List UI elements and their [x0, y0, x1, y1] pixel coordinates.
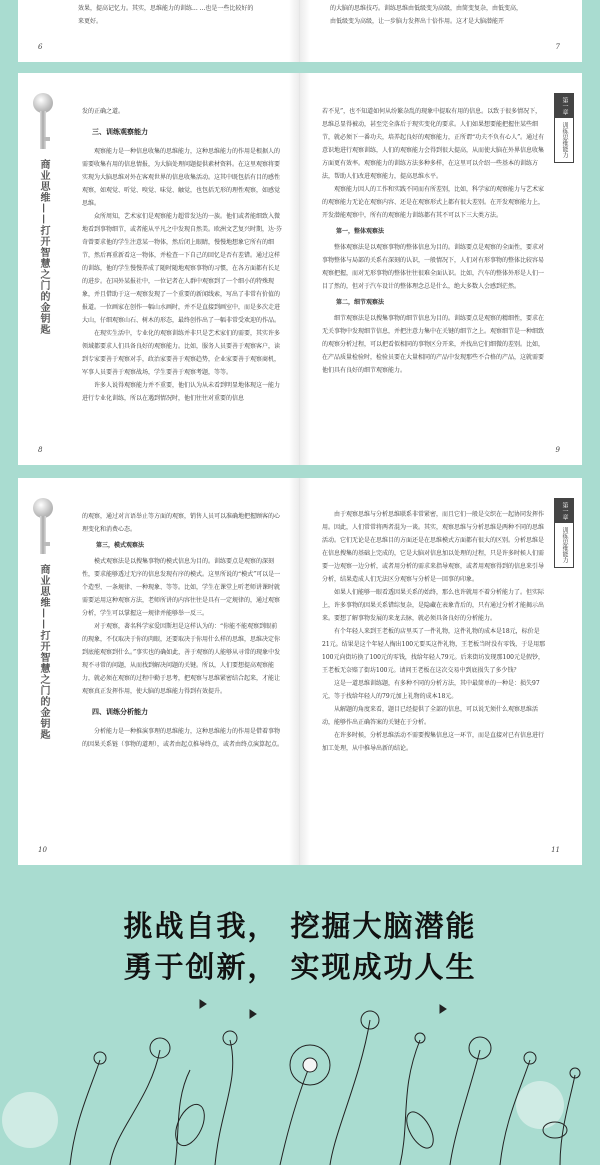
paragraph: 如果人们能够一眼看透因果关系的始终，那么也许就用不着分析能力了。但实际上，许多事物的因果关系错综复杂，是隐藏在表象背后的，只有通过分析才能揭示出来。要想了解事物发展的来龙去脉，就必须具备良好的分析能力。 [322, 589, 545, 622]
petal-icon [440, 1005, 446, 1013]
pale-flower-icon [2, 1092, 58, 1148]
bud-icon [524, 1052, 536, 1064]
page-right [300, 0, 582, 62]
flower-stem [70, 1060, 100, 1165]
leaf-icon [170, 1100, 210, 1150]
bud-icon [223, 1031, 237, 1045]
page-number: 6 [38, 43, 43, 51]
paragraph: 在现实生活中，专业化的观察训练并非只是艺术家们的需要，其实许多领域都要求人们具备良好的观察能力。比如，服务人员要善于观察客户，读到专家要善于观察对手，政治家要善于观察趋势，企业家要善于观察商机，军事人员要善于观察战场，学生要善于观察考题，等等。 [82, 330, 281, 376]
side-decoration [30, 498, 56, 740]
paragraph: 模式观察法是以搜集事物的模式信息为目的。训练要点是观察的深刻性，要求能够透过无序的信息发现有序的模式。这里所说的“模式”可以是一个造型、一条规律、一种现象、等等。比如，学生在课堂上听老师讲课时就需要运用这种观察方法，老师所讲的内容往往是具有一定规律的，通过观察分析，学生可以掌握这一规律并能够举一反三。 [82, 558, 281, 617]
paragraph: 观察能力是一种信息收集的思维能力，这种思维能力的作用是根据人的需要收集有用的信息情报，为大脑处理问题提供素材资料。在这里观察将要实现为大脑思维对外在客观世界的信息收集活动。这其中既包括有目的感性观察，如观觉、听觉、嗅觉、味觉、触觉，也包括无形的理性观察，如感觉思维。 [82, 148, 281, 207]
paragraph: 许多人说得观察能力并不重要，他们认为从未看到明显地体现这一能力进行专业化训练，所以在遇到情况时，他们往往对重要的信息 [82, 382, 281, 402]
section-heading: 三、训练观察能力 [92, 128, 148, 136]
text-line: 来更好。 [78, 18, 103, 25]
text-line: 由低级变为高级，让一步脑力发挥出十倍作用。这才是大脑潜能开 [330, 18, 505, 25]
flower-stem [175, 1070, 190, 1165]
book-side-title: 商业思维——打开智慧之门的金钥匙 [38, 564, 49, 740]
flower-head-icon [150, 1038, 170, 1058]
paragraph: 从解题的角度来看，题目已经提供了全部的信息，可以说无须什么观察思维活动，能够作出正确答案的关键在于分析。 [322, 706, 539, 726]
text-line: 效果，提高记忆力。其实，思维能力的训练... ...也是一些比较好的 [78, 5, 254, 12]
page-left [18, 73, 300, 465]
page-number: 8 [38, 446, 43, 454]
paragraph: 众所周知，艺术家们是观察能力超常发达的一族。他们或者能细致入微地看到事物细节，或者能从平凡之中发现自然美。欧洲文艺复兴时期，达·芬奇曾要求他的学生注意某一物体，然后闭上眼睛，慢慢地想象它所有的细节，然后再重新看这一物体，并检查一下自己的回忆是否有差错。通过这样的训练，他的学生慢慢养成了随时随地观察事物的习惯，在各方面都有长足的进步。在国外某报社中，一位记者在人群中观察到了一个细小的特殊现象，并且借助于这一观察发现了一个重要的新闻线索，写出了非常有价值的报道。一位画家在创作一幅山水画时，并不是直接到画室中，而是多次走进大山，仔细观察山石、树木的形态，最终创作出了一幅非常受欢迎的作品。 [82, 213, 282, 324]
paragraph: 发的正确之道。 [82, 108, 125, 115]
book-side-title: 商业思维——打开智慧之门的金钥匙 [38, 159, 49, 335]
flower-stem [110, 1050, 160, 1165]
chapter-number: 第一章 [555, 499, 573, 523]
subheading: 第一，整体观察法 [336, 228, 385, 235]
chapter-title: 训练思维能力 [561, 527, 568, 563]
chapter-tab [554, 498, 574, 568]
page-right [300, 478, 582, 865]
page-number: 7 [555, 43, 560, 51]
chapter-title: 训练思维能力 [561, 122, 568, 158]
leaf-icon [401, 1108, 438, 1153]
book-spread-top [18, 0, 582, 62]
slogan-line-2: 勇于创新， 实现成功人生 [123, 950, 477, 984]
section-heading: 四、训练分析能力 [92, 708, 148, 716]
key-icon [30, 93, 56, 153]
chapter-tab [554, 93, 574, 163]
page-number: 9 [555, 446, 560, 454]
paragraph: 细节观察法是以搜集事物的细节信息为目的。训练要点是观察的精细性，要求在无关事物中发现细节信息，并把注意力集中在关键的细节之上。观察细节是一种细致的观察分析过程，可以把看似相同的事物区分开来，并找出它们细微的差别。比如，在产品质量检验时，检验员要在大量相同的产品中发现那些不合格的产品，这就需要他们具有良好的细节观察能力。 [322, 315, 545, 374]
subheading: 第二，细节观察法 [336, 299, 385, 306]
page-number: 10 [38, 846, 47, 854]
book-spread-1 [18, 73, 582, 465]
flower-stem [280, 1065, 310, 1165]
subheading: 第三，模式观察法 [96, 542, 145, 549]
slogan-line-1: 挑战自我， 挖掘大脑潜能 [123, 909, 477, 943]
chapter-number: 第一章 [555, 94, 573, 118]
book-spread-2 [18, 478, 582, 865]
flower-stem [400, 1040, 420, 1165]
flower-illustration [0, 980, 600, 1165]
paragraph: 有个年轻人来到王老板的店里买了一件礼物，这件礼物的成本是18元，标价是21元。结果是这个年轻人掏出100元要买这件礼物，王老板当时没有零钱，于是用那100元向街坊换了100元的零钱，找给年轻人79元。后来街坊发现那100元是假钞，王老板无奈赔了街坊100元。请问王老板在这次交易中到底损失了多少钱？ [322, 628, 546, 674]
key-icon [30, 498, 56, 558]
text-line: 的大脑的思维技巧。训练思维由低级变为高级，由简变复杂，由低变高， [330, 5, 523, 12]
paragraph: 这是一道思维训练题，有多种不同的分析方法，其中最简单的一种是：损失97元，等于找给年轻人的79元加上礼物的成本18元。 [322, 680, 540, 700]
flower-stem [330, 1020, 370, 1165]
paragraph: 分析能力是一种推演事理的思维能力，这种思维能力的作用是借着事物的因果关系链（事物的道理），或者由起点推导终点，或者由终点演算起点。 [82, 728, 284, 748]
paragraph: 的观察，通过对言语举止等方面的观察，销售人员可以准确地把握顾客的心理变化和消费心态。 [82, 513, 281, 533]
paragraph: 在许多时候，分析思维活动不需要搜集信息这一环节，而是直接对已有信息进行加工处理，从中推导出新的结论。 [322, 732, 545, 752]
paragraph: 由于观察思维与分析思维联系非常紧密，而且它们一般是交织在一起协同发挥作用。因此，人们常常将两者混为一谈。其实，观察思维与分析思维是两种不同的思维活动。它们无论是在思维目的方面还是在思维模式方面都有很大的区别。分析思维是在信息搜集的基础上完成的，它是大脑对信息加以处理的过程，只是许多时候人们需要一边观察一边分析，或者用分析的需求来指导观察，或者用观察得到的信息来引导分析，结果造成人们无法区分观察与分析是一回事的印象。 [322, 511, 545, 583]
petal-icon [200, 1000, 206, 1008]
paragraph: 观察能力因人的工作和实践不同而有所差别，比如，科学家的观察能力与艺术家的观察能力无论在观察内容、还是在观察形式上都有很大差别。在开发观察能力上，开发潜能观察中，所有的观察能力训练都有其不可以下三大类方法。 [322, 186, 545, 219]
page-left [18, 478, 300, 865]
flower-head-icon [469, 1037, 491, 1059]
paragraph: 对于观察，著名科学家爱因斯坦是这样认为的：“你能不能观察到眼前的现象，不仅取决于你的肉眼，还要取决于你用什么样的思维，思维决定你到底能观察到什么。”事实也的确如此，善于观察的人能够从寻常的现象中发现不寻常的问题，从而找到解决问题的关键。所以，人们要想提高观察能力，就必须在观察的过程中勤于思考，把观察与思维紧密结合起来，才能让观察真正发挥作用，使大脑的思维能力得到有效提升。 [82, 623, 281, 695]
side-decoration [30, 93, 56, 335]
paragraph: 整体观察法是以观察事物的整体信息为目的。训练要点是观察的全面性，要求对事物整体与局部的关系有深刻的认识，一般情况下，人们对有形事物的整体比较容易观察把握，而对无形事物的整体往往很难全面认识。比如，汽车的整体外形是人们一目了然的，但对于汽车设计的整体理念总是什么，绝大多数人会感到茫然。 [322, 244, 545, 290]
flower-stem [560, 1075, 575, 1165]
flower-stem [215, 1040, 233, 1165]
page-right [300, 73, 582, 465]
bud-icon [415, 1033, 425, 1043]
petal-icon [250, 1010, 256, 1018]
page-left [18, 0, 300, 62]
paragraph: 若不见”，也不知道如何从纷繁杂乱的现象中提取有用的信息。以致于很多情况下，思维总显得被动，甚至完全落后于现实变化的要求。人们如果想要能把握住某些细节，就必须下一番功夫，培养起良好的观察能力，正所谓“功夫不负有心人”。通过有意识地进行观察训练，人们的观察能力会得到很大提高，从而使大脑在外界信息收集方面更有效率。观察能力的训练方法多种多样，在这里可以介绍一些基本的训练方法，帮助人们改进观察能力，提高思维水平。 [322, 108, 545, 180]
flower-stem [450, 1050, 480, 1165]
bud-icon [94, 1052, 106, 1064]
page-number: 11 [551, 846, 560, 854]
